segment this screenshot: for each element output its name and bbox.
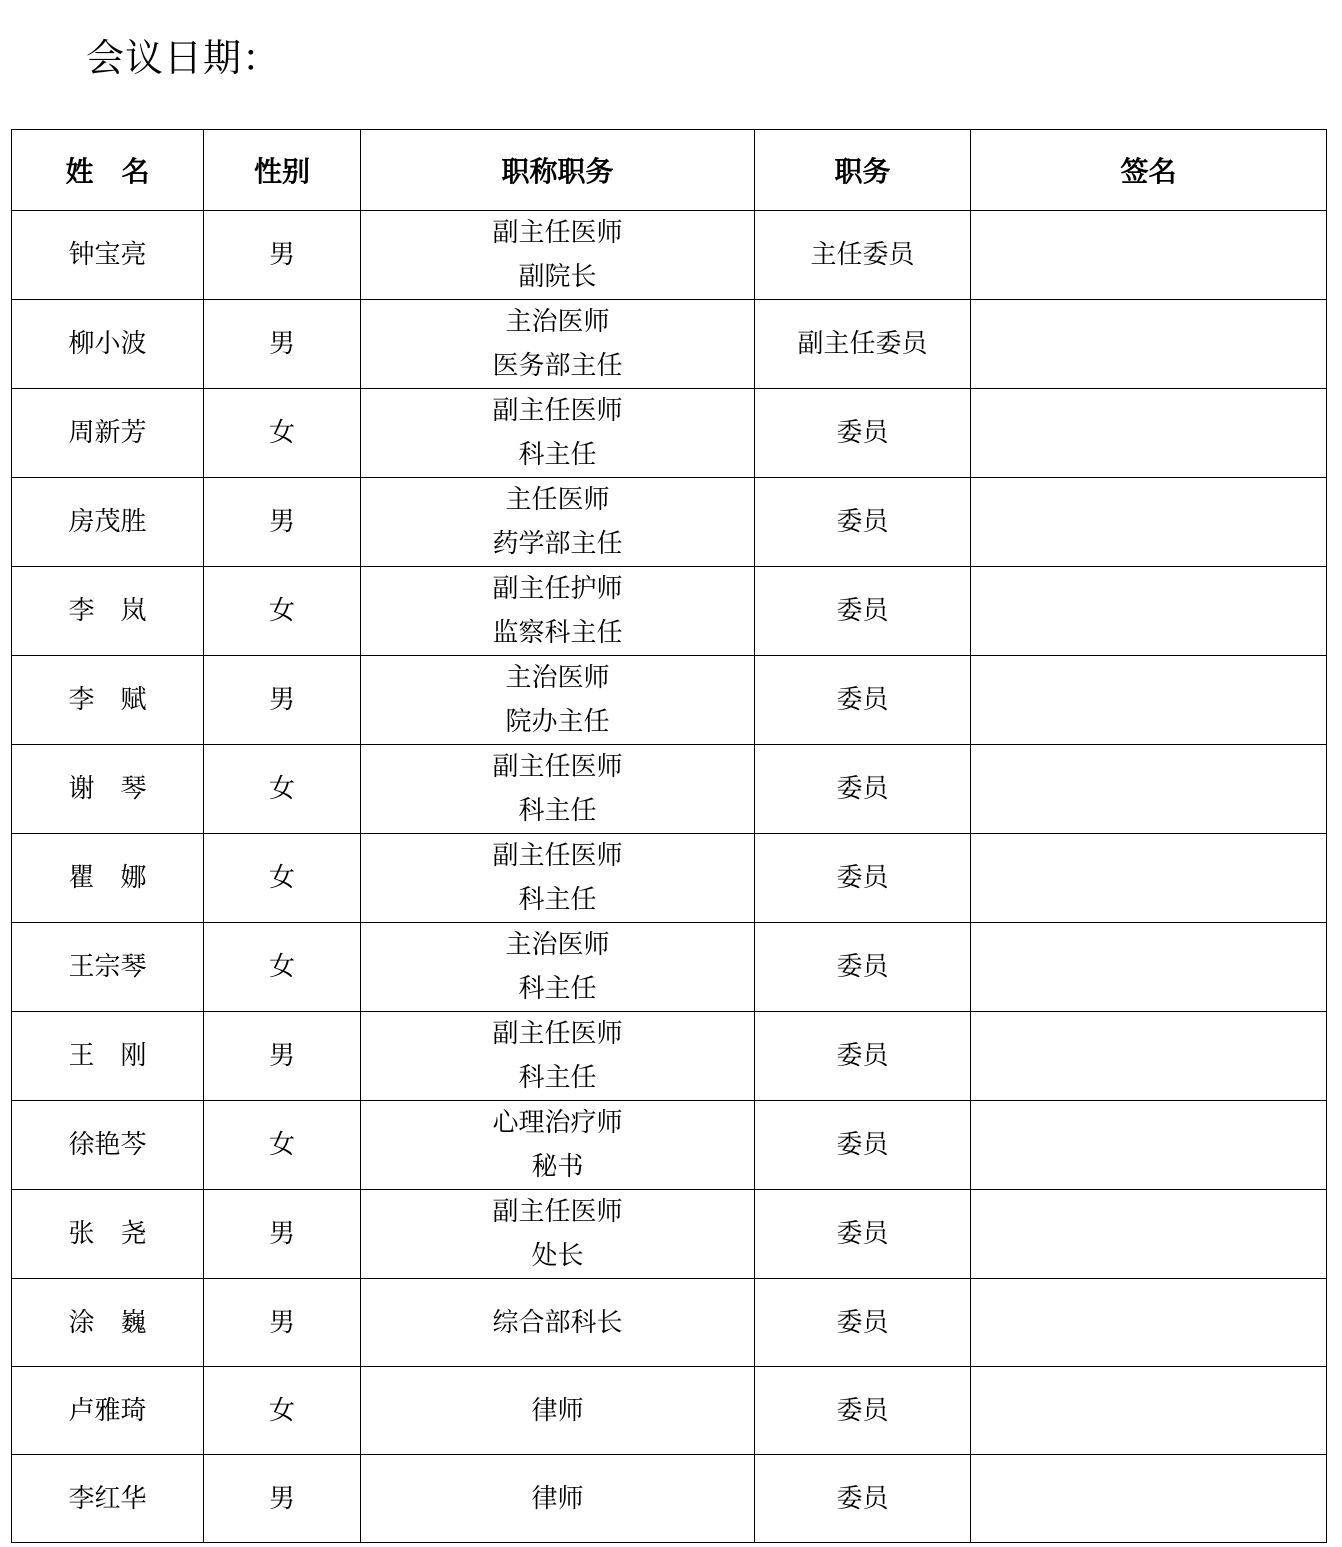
member-gender: 男: [204, 1190, 361, 1279]
member-gender: 女: [204, 923, 361, 1012]
member-title: [361, 300, 755, 389]
table-row: [12, 1101, 1327, 1190]
header-duty: 职务: [755, 130, 971, 211]
member-title-line: 副主任医师: [492, 396, 623, 426]
member-title: [361, 1455, 755, 1543]
table-row: [12, 656, 1327, 745]
member-title: [361, 389, 755, 478]
member-gender: 男: [204, 1279, 361, 1367]
member-title: [361, 1012, 755, 1101]
member-gender: 男: [204, 300, 361, 389]
table-row: [12, 567, 1327, 656]
member-title: [361, 834, 755, 923]
signature-field[interactable]: [971, 745, 1327, 834]
table-row: [12, 1367, 1327, 1455]
member-gender: 女: [204, 567, 361, 656]
table-row: [12, 1190, 1327, 1279]
member-gender: 男: [204, 1455, 361, 1543]
member-gender: 男: [204, 656, 361, 745]
member-name: 瞿 娜: [12, 834, 204, 923]
member-title-line: 科主任: [518, 796, 597, 826]
signature-field[interactable]: [971, 1455, 1327, 1543]
table-row: [12, 1279, 1327, 1367]
member-title-line: 心理治疗师: [492, 1108, 623, 1138]
member-gender: 男: [204, 211, 361, 300]
member-title: [361, 656, 755, 745]
member-title: [361, 923, 755, 1012]
header-title: 职称职务: [361, 130, 755, 211]
table-body: [12, 211, 1327, 1543]
signature-field[interactable]: [971, 1367, 1327, 1455]
member-name: 王 刚: [12, 1012, 204, 1101]
member-name: 谢 琴: [12, 745, 204, 834]
table-row: [12, 300, 1327, 389]
member-duty: 委员: [755, 389, 971, 478]
member-gender: 男: [204, 1012, 361, 1101]
member-title-line: 副主任医师: [492, 218, 623, 248]
header-signature: 签名: [971, 130, 1327, 211]
member-title-line: 科主任: [518, 440, 597, 470]
member-duty: 委员: [755, 478, 971, 567]
member-name: 周新芳: [12, 389, 204, 478]
table-row: [12, 389, 1327, 478]
member-duty: 委员: [755, 745, 971, 834]
member-name: 李 岚: [12, 567, 204, 656]
signature-field[interactable]: [971, 567, 1327, 656]
member-title-line: 副院长: [518, 262, 597, 292]
signature-field[interactable]: [971, 1012, 1327, 1101]
member-name: 李红华: [12, 1455, 204, 1543]
table-row: [12, 211, 1327, 300]
header-gender: 性别: [204, 130, 361, 211]
member-title-line: 主任医师: [505, 485, 610, 515]
member-title-line: 副主任医师: [492, 841, 623, 871]
member-name: 卢雅琦: [12, 1367, 204, 1455]
member-title-line: 副主任护师: [492, 574, 623, 604]
member-title: [361, 567, 755, 656]
header-name: 姓 名: [12, 130, 204, 211]
member-gender: 女: [204, 389, 361, 478]
signature-field[interactable]: [971, 478, 1327, 567]
signature-field[interactable]: [971, 923, 1327, 1012]
member-title-line: 律师: [531, 1483, 584, 1514]
meeting-date-label: 会议日期：: [86, 36, 282, 80]
table-row: [12, 745, 1327, 834]
member-duty: 委员: [755, 1101, 971, 1190]
member-title: [361, 1190, 755, 1279]
table-row: [12, 1455, 1327, 1543]
member-title-line: 主治医师: [505, 307, 610, 337]
member-title: [361, 1101, 755, 1190]
member-duty: 委员: [755, 1279, 971, 1367]
member-title-line: 副主任医师: [492, 752, 623, 782]
member-title-line: 监察科主任: [492, 618, 623, 648]
signature-field[interactable]: [971, 656, 1327, 745]
signature-field[interactable]: [971, 1101, 1327, 1190]
member-title-line: 主治医师: [505, 930, 610, 960]
signature-field[interactable]: [971, 211, 1327, 300]
table-header-row: [12, 130, 1327, 211]
member-duty: 主任委员: [755, 211, 971, 300]
member-gender: 女: [204, 834, 361, 923]
member-duty: 委员: [755, 834, 971, 923]
member-name: 房茂胜: [12, 478, 204, 567]
member-duty: 委员: [755, 656, 971, 745]
signature-field[interactable]: [971, 300, 1327, 389]
member-duty: 委员: [755, 923, 971, 1012]
table-row: [12, 478, 1327, 567]
member-title-line: 院办主任: [505, 707, 610, 737]
member-title-line: 科主任: [518, 885, 597, 915]
member-title-line: 处长: [531, 1241, 584, 1271]
member-duty: 委员: [755, 1190, 971, 1279]
member-title: [361, 1367, 755, 1455]
member-name: 李 赋: [12, 656, 204, 745]
member-title-line: 科主任: [518, 1063, 597, 1093]
attendance-table: [11, 129, 1327, 1543]
member-name: 钟宝亮: [12, 211, 204, 300]
member-title-line: 副主任医师: [492, 1197, 623, 1227]
member-gender: 男: [204, 478, 361, 567]
member-name: 徐艳芩: [12, 1101, 204, 1190]
member-gender: 女: [204, 1101, 361, 1190]
member-title-line: 药学部主任: [492, 529, 623, 559]
member-name: 涂 巍: [12, 1279, 204, 1367]
member-title-line: 主治医师: [505, 663, 610, 693]
signature-field[interactable]: [971, 389, 1327, 478]
member-title: [361, 1279, 755, 1367]
member-title-line: 医务部主任: [492, 351, 623, 381]
table-row: [12, 834, 1327, 923]
member-title-line: 秘书: [531, 1152, 584, 1182]
table-row: [12, 923, 1327, 1012]
member-name: 王宗琴: [12, 923, 204, 1012]
member-duty: 副主任委员: [755, 300, 971, 389]
member-duty: 委员: [755, 1367, 971, 1455]
member-title: [361, 478, 755, 567]
signature-field[interactable]: [971, 1190, 1327, 1279]
member-name: 柳小波: [12, 300, 204, 389]
member-duty: 委员: [755, 1012, 971, 1101]
member-gender: 女: [204, 745, 361, 834]
member-duty: 委员: [755, 567, 971, 656]
member-title: [361, 745, 755, 834]
signature-field[interactable]: [971, 1279, 1327, 1367]
member-title-line: 律师: [531, 1395, 584, 1426]
member-gender: 女: [204, 1367, 361, 1455]
table-row: [12, 1012, 1327, 1101]
signature-field[interactable]: [971, 834, 1327, 923]
member-name: 张 尧: [12, 1190, 204, 1279]
member-title: [361, 211, 755, 300]
member-title-line: 科主任: [518, 974, 597, 1004]
member-duty: 委员: [755, 1455, 971, 1543]
member-title-line: 综合部科长: [492, 1307, 623, 1338]
member-title-line: 副主任医师: [492, 1019, 623, 1049]
